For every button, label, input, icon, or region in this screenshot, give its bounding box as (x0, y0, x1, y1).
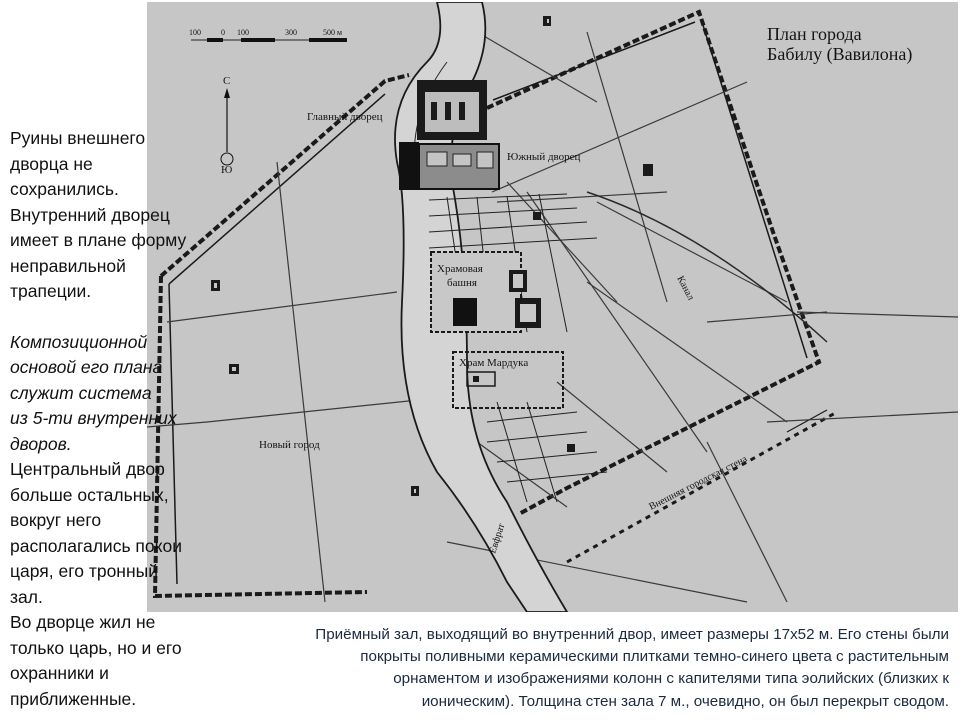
compass (221, 75, 233, 176)
para2-line: имеет в плане форму (10, 230, 187, 250)
caption-line: ионическим). Толщина стен зала 7 м., очевидно, он был перекрыт сводом. (421, 692, 949, 710)
caption-line: Приёмный зал, выходящий во внутренний двор, имеет размеры 17х52 м. Его стены были (315, 626, 949, 643)
left-description (10, 126, 210, 712)
para3-line: служит система (10, 382, 152, 403)
south-palace (419, 144, 499, 189)
para4-line: вокруг него (10, 510, 102, 530)
label-new-city: Новый город (259, 439, 320, 451)
para4-line: Центральный двор (10, 459, 165, 479)
para5-line: только царь, но и его (10, 637, 182, 658)
label-temple-tower-1: Храмовая (437, 263, 483, 275)
para2-line: трапеции. (10, 281, 92, 301)
para2-line: неправильной (10, 255, 126, 276)
para3-line: из 5-ти внутренних (10, 408, 177, 428)
scale-label-4: 500 м (323, 28, 343, 37)
para3-line: Композиционной (10, 331, 148, 352)
hall-caption (215, 624, 949, 713)
compass-north-label: С (223, 75, 231, 87)
scale-label-1: 0 (221, 28, 225, 37)
label-main-palace: Главный дворец (307, 111, 383, 123)
label-outer-wall: Внешняя городская стена (647, 453, 750, 513)
para4-line: царя, его тронный (10, 561, 158, 581)
scale-bar (189, 28, 347, 42)
para1-line: сохранились. (10, 179, 119, 199)
label-south-palace: Южный дворец (507, 151, 581, 163)
city-plan-map (147, 2, 958, 612)
para4-line: располагались покои (10, 535, 183, 556)
para1-line: Руины внешнего (10, 128, 146, 148)
canal (587, 192, 827, 342)
map-title-line1: План города (767, 24, 862, 44)
label-euphrates: Евфрат (487, 522, 508, 555)
label-temple-tower-2: башня (447, 277, 477, 289)
para5-line: Во дворце жил не (10, 612, 156, 632)
city-plan-drawing (147, 2, 958, 612)
para2-line: Внутренний дворец (10, 204, 170, 225)
label-canal: Канал (674, 274, 697, 303)
label-marduk-temple: Храм Мардука (459, 357, 529, 369)
para3-line: основой его плана (10, 357, 163, 377)
para5-line: приближенные. (10, 688, 137, 709)
scale-label-2: 100 (237, 28, 249, 37)
para4-line: больше остальных, (10, 484, 169, 505)
map-title-line2: Бабилу (Вавилона) (767, 44, 913, 64)
para5-line: охранники и (10, 663, 109, 683)
compass-south-label: Ю (221, 164, 233, 176)
streets (147, 32, 958, 602)
scale-label-0: 100 (189, 28, 201, 37)
caption-line: покрыты поливными керамическими плитками темно-синего цвета с растительным (360, 648, 949, 666)
para3-line: дворов. (10, 433, 72, 454)
scale-label-3: 300 (285, 28, 297, 37)
para4-line: зал. (10, 586, 43, 607)
para1-line: дворца не (10, 153, 93, 174)
caption-line: орнаментом и изображениями колонн с капителями типа эолийских (близких к (393, 670, 949, 688)
